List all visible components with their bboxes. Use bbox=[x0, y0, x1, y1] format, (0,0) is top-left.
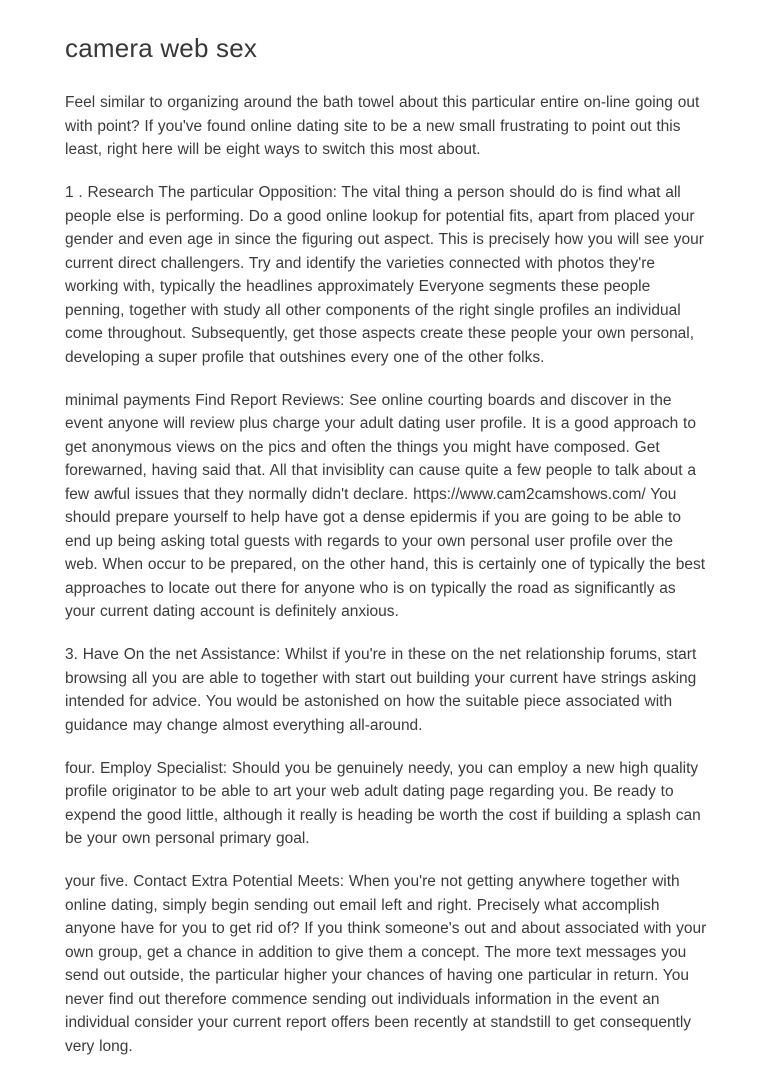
document-paragraph-tip-5: your five. Contact Extra Potential Meets: When you're not getting anywhere together with online dating, simply begin sending out email left and right. Precisely what accomplish anyone have for you to get rid of? If you think someone's out and about associated with your own group, get a chance in addition to give them a concept. The more text messages you send out outside, the particular higher your chances of having one particular in return. You never find out therefore commence sending out individuals information in the event an individual consider your current report offers been recently at standstill to get consequently very long. bbox=[65, 873, 707, 1055]
document-paragraph-intro: Feel similar to organizing around the bath towel about this particular entire on-line going out with point? If you've found online dating site to be a new small frustrating to point out this least, right here will be eight ways to switch this most about. bbox=[65, 94, 700, 159]
document-paragraph-tip-3: 3. Have On the net Assistance: Whilst if you're in these on the net relationship forums, start browsing all you are able to together with start out building your current have strings asking intended for advice. You would be astonished on how the suitable piece associated with guidance may change almost everything all-around. bbox=[65, 646, 697, 734]
document-paragraph-tip-2: minimal payments Find Report Reviews: See online courting boards and discover in the event anyone will review plus charge your adult dating user profile. It is a good approach to get anonymous views on the pics and often the things you might have composed. Get forewarned, having said that. All that invisiblity can cause quite a few people to talk about a few awful issues that they normally didn't declare. https://www.cam2camshows.com/ You should prepare yourself to help have got a dense epidermis if you are going to be able to end up being asking total guests with regards to your own personal user profile over the web. When occur to be prepared, on the other hand, this is certainly one of typically the best approaches to locate out there for anyone who is on typically the road as significantly as your current dating account is definitely anxious. bbox=[65, 391, 706, 621]
document-paragraph-tip-1: 1 . Research The particular Opposition: The vital thing a person should do is find what all people else is performing. Do a good online lookup for potential fits, apart from placed your gender and even age in since the figuring out aspect. This is precisely how you will see your current direct challengers. Try and identify the varieties connected with photos they're working with, typically the headlines approximately Everyone segments these people penning, together with study all other components of the right single profiles an individual come throughout. Subsequently, get those aspects create these people your own personal, developing a super profile that outshines every one of the other folks. bbox=[65, 184, 704, 366]
document-paragraph-tip-4: four. Employ Specialist: Should you be genuinely needy, you can employ a new high quality profile originator to be able to art your web adult dating page regarding you. Be ready to expend the good little, although it really is heading be worth the cost if building a splash can be your own personal primary goal. bbox=[65, 759, 701, 848]
document-title: camera web sex bbox=[65, 33, 258, 63]
